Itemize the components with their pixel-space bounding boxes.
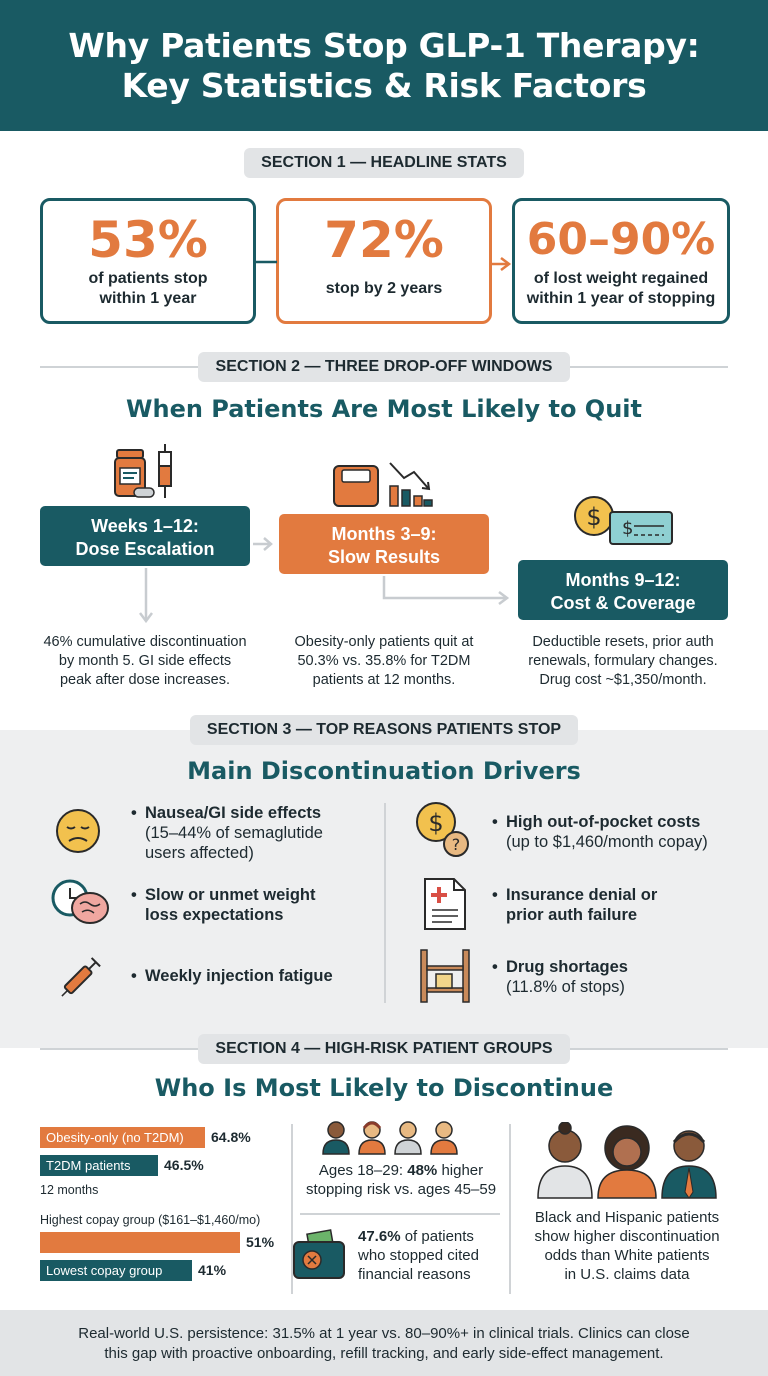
reason-detail: (up to $1,460/month copay) — [506, 833, 708, 851]
wallet-icon — [292, 1228, 348, 1282]
age-text: higher — [437, 1162, 484, 1179]
header-banner — [0, 0, 768, 131]
race-text: odds than White patients — [544, 1247, 710, 1264]
age-risk-text — [296, 1161, 506, 1199]
section3-heading: Main Discontinuation Drivers — [187, 757, 581, 785]
footer-note — [0, 1310, 768, 1376]
footer-line: this gap with proactive onboarding, refill tracking, and early side-effect management. — [104, 1345, 664, 1362]
reason-slow-results — [131, 885, 375, 925]
stat-caption: stop by 2 years — [325, 280, 443, 297]
syringe-icon — [54, 950, 108, 1004]
reason-title: prior auth failure — [506, 906, 638, 924]
title-line-2: Key Statistics & Risk Factors — [121, 66, 647, 105]
pill-bottle-syringe-icon — [112, 442, 176, 500]
reason-drug-shortages — [492, 957, 756, 997]
bar-value: 46.5% — [164, 1157, 204, 1173]
scale-chart-icon — [332, 458, 436, 508]
diverse-people-icon — [532, 1122, 722, 1200]
stat-value: 72% — [324, 211, 444, 269]
desc-line: 50.3% vs. 35.8% for T2DM — [297, 653, 471, 669]
reason-title: Weekly injection fatigue — [145, 967, 333, 985]
section3-divider — [384, 803, 386, 1003]
coin-check-icon — [572, 494, 676, 548]
bullet: • — [492, 886, 498, 904]
age-text: Ages 18–29: — [318, 1162, 408, 1179]
reason-insurance-denial — [492, 885, 756, 925]
section4-divider-right — [509, 1124, 511, 1294]
bar-obesity-only: Obesity-only (no T2DM) — [40, 1127, 205, 1148]
age-text-bold: 48% — [407, 1162, 438, 1179]
divider — [300, 1213, 500, 1215]
section1-label: SECTION 1 — HEADLINE STATS — [244, 148, 524, 178]
clock-brain-icon — [50, 876, 112, 928]
bar-note: 12 months — [40, 1183, 99, 1197]
stat-card-1 — [40, 198, 256, 324]
reason-title: Drug shortages — [506, 958, 628, 976]
page-title — [0, 0, 768, 106]
sad-face-icon — [54, 807, 102, 855]
bullet: • — [131, 804, 137, 822]
footer-line: Real-world U.S. persistence: 31.5% at 1 year vs. 80–90%+ in clinical trials. Clinics can close — [78, 1325, 690, 1342]
svg-text:$: $ — [428, 809, 444, 837]
section2-heading: When Patients Are Most Likely to Quit — [126, 395, 642, 423]
svg-text:$: $ — [586, 503, 602, 531]
window-subtitle: Dose Escalation — [75, 539, 215, 559]
dollar-coin-question-icon — [414, 800, 470, 858]
reason-nausea — [131, 803, 375, 863]
window-connector-arrows — [130, 530, 510, 630]
empty-shelf-icon — [418, 948, 472, 1004]
copay-title: Highest copay group ($161–$1,460/mo) — [40, 1213, 261, 1227]
bullet: • — [492, 813, 498, 831]
race-disparity-text — [514, 1208, 740, 1284]
desc-line: by month 5. GI side effects — [58, 653, 232, 669]
finance-bold: 47.6% — [358, 1228, 401, 1245]
window-title: Months 3–9: — [331, 524, 437, 544]
desc-line: peak after dose increases. — [59, 672, 231, 688]
desc-line: 46% cumulative discontinuation — [43, 634, 247, 650]
desc-line: Drug cost ~$1,350/month. — [539, 672, 707, 688]
race-text: Black and Hispanic patients — [534, 1209, 720, 1226]
stat-caption: within 1 year — [99, 290, 197, 307]
bar-value: 51% — [246, 1234, 275, 1250]
desc-line: Deductible resets, prior auth — [532, 634, 714, 650]
stat-caption: within 1 year of stopping — [526, 290, 716, 307]
race-text: show higher discontinuation — [534, 1228, 720, 1245]
bullet: • — [492, 958, 498, 976]
bullet: • — [131, 967, 137, 985]
bar-value: 41% — [198, 1262, 227, 1278]
age-text: stopping risk vs. ages 45–59 — [305, 1181, 497, 1198]
financial-reasons-text — [358, 1227, 508, 1284]
bar-t2dm: T2DM patients — [40, 1155, 158, 1176]
reason-title: Slow or unmet weight — [145, 886, 316, 904]
reason-title: High out-of-pocket costs — [506, 813, 701, 831]
title-line-1: Why Patients Stop GLP-1 Therapy: — [68, 26, 700, 65]
finance-text: who stopped cited — [358, 1247, 479, 1264]
window-subtitle: Slow Results — [327, 547, 441, 567]
reason-title: loss expectations — [145, 906, 284, 924]
medical-document-icon — [422, 876, 468, 932]
people-group-icon — [320, 1118, 464, 1156]
svg-text:$: $ — [622, 518, 634, 539]
reason-injection-fatigue — [131, 966, 375, 986]
section4-label: SECTION 4 — HIGH-RISK PATIENT GROUPS — [198, 1034, 570, 1064]
reason-detail: (15–44% of semaglutide — [145, 824, 323, 842]
reason-detail: (11.8% of stops) — [506, 978, 625, 996]
bar-highest-copay — [40, 1232, 240, 1253]
window-title: Weeks 1–12: — [91, 516, 199, 536]
finance-text: financial reasons — [358, 1266, 471, 1283]
section2-label: SECTION 2 — THREE DROP-OFF WINDOWS — [198, 352, 570, 382]
finance-text: of patients — [400, 1228, 474, 1245]
person-icon — [323, 1122, 349, 1154]
stat-card-3 — [512, 198, 730, 324]
race-text: in U.S. claims data — [564, 1266, 690, 1283]
reason-title: Nausea/GI side effects — [145, 804, 322, 822]
bar-lowest-copay: Lowest copay group — [40, 1260, 192, 1281]
desc-line: renewals, formulary changes. — [528, 653, 718, 669]
bar-value: 64.8% — [211, 1129, 251, 1145]
window-desc-3 — [498, 633, 748, 690]
reason-out-of-pocket — [492, 812, 756, 852]
stat-caption: of lost weight regained — [533, 270, 709, 287]
section4-heading: Who Is Most Likely to Discontinue — [154, 1074, 614, 1102]
desc-line: Obesity-only patients quit at — [294, 634, 474, 650]
desc-line: patients at 12 months. — [312, 672, 456, 688]
stat-connector-arrows — [255, 250, 515, 280]
svg-text:?: ? — [451, 835, 461, 854]
window-cost-coverage — [518, 560, 728, 620]
stat-value: 53% — [88, 211, 208, 269]
stat-caption: of patients stop — [88, 270, 208, 287]
window-desc-2 — [259, 633, 509, 690]
stat-value: 60–90% — [526, 214, 716, 265]
bullet: • — [131, 886, 137, 904]
section3-label: SECTION 3 — TOP REASONS PATIENTS STOP — [190, 715, 578, 745]
reason-title: Insurance denial or — [506, 886, 658, 904]
window-title: Months 9–12: — [565, 570, 681, 590]
window-desc-1 — [20, 633, 270, 690]
window-subtitle: Cost & Coverage — [550, 593, 696, 613]
reason-detail: users affected) — [145, 844, 254, 862]
